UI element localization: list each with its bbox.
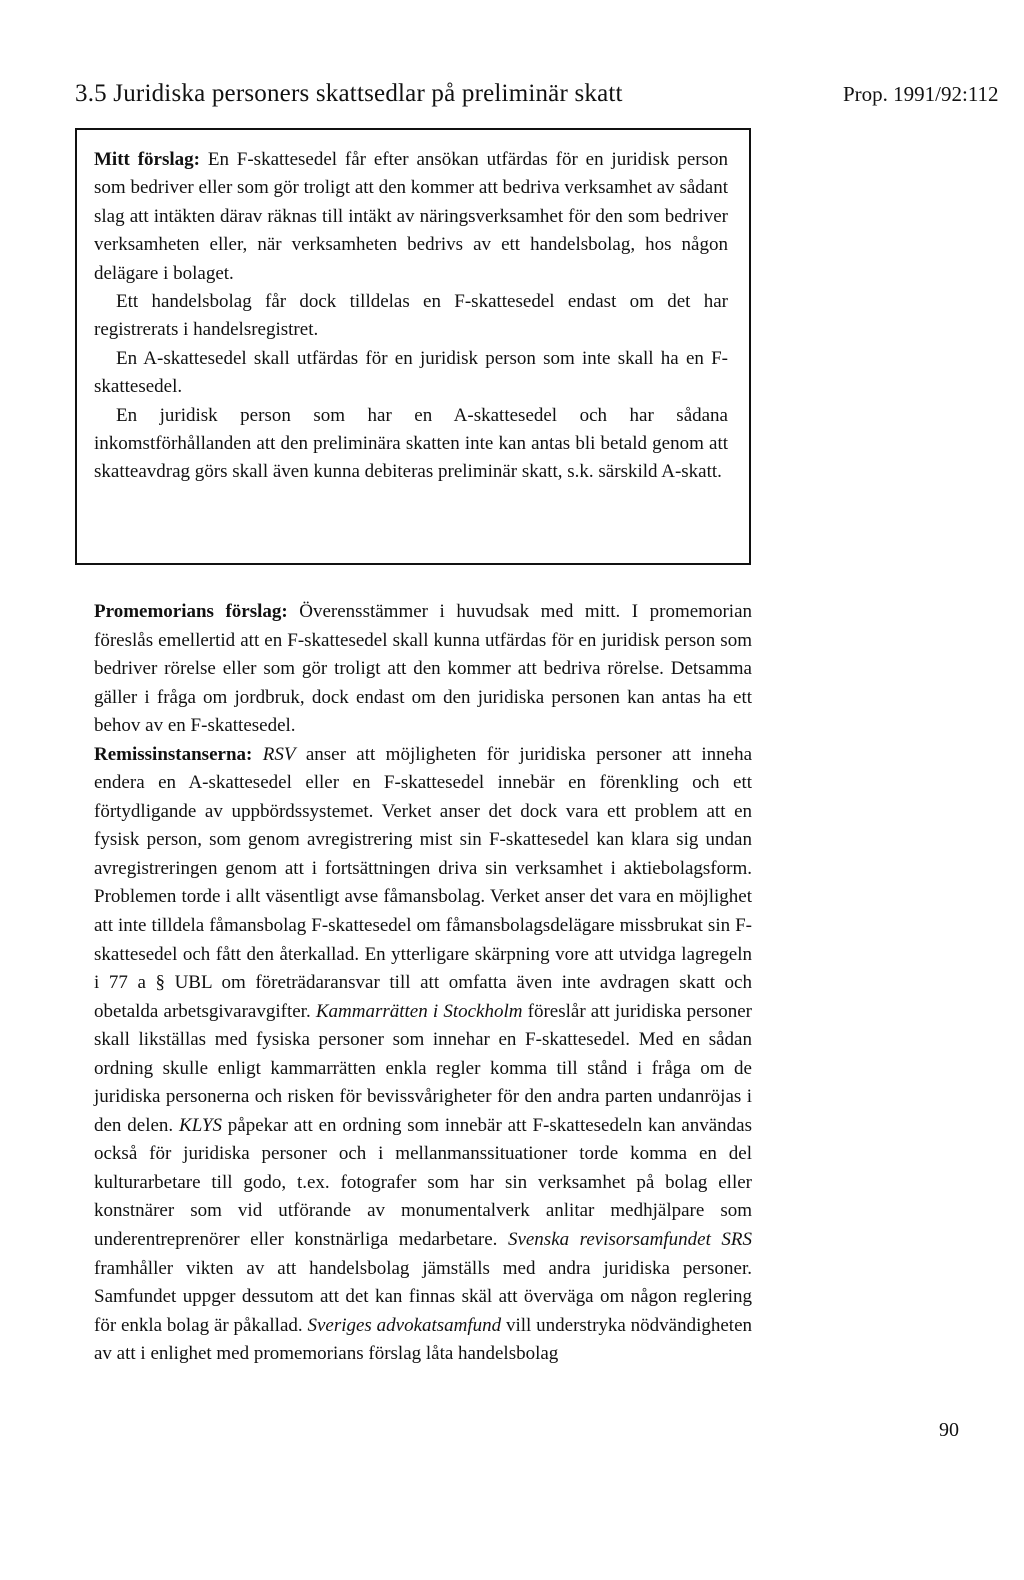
- main-paragraph-2-text-2: föreslår att juridiska personer skall likställas med fysiska personer som innehar en F-skattesedel. Med en sådan ordning skulle enligt kammarrätten enkla regler komma till stånd i fråga om de juridiska personerna och risken för bevissvårigheter för den andra parten undanröjas i den delen.: [94, 1000, 752, 1136]
- section-title: 3.5 Juridiska personers skattsedlar på preliminär skatt: [75, 80, 623, 107]
- main-paragraph-2-text-4: framhåller vikten av att handelsbolag jämställs med andra juridiska personer. Samfundet uppger dessutom att det kan finnas skäl att överväga om någon reglering för enkla bolag är påkallad.: [94, 1257, 752, 1336]
- main-text: [94, 598, 752, 1369]
- remissinstanser-label: Remissinstanserna:: [94, 743, 253, 765]
- promemoria-label: Promemorians förslag:: [94, 601, 288, 622]
- main-paragraph-1: [94, 598, 752, 741]
- proposal-box: [94, 146, 728, 487]
- box-paragraph-1-text: En F-skattesedel får efter ansökan utfärdas för en juridisk person som bedriver eller som gör troligt att den kommer att bedriva verksamhet av sådant slag att intäkten därav räknas till intäkt av näringsverksamhet för den som bedriver verksamheten eller, när verksamheten bedrivs av ett handelsbolag, hos någon delägare i bolaget.: [94, 149, 728, 284]
- space: [252, 744, 262, 765]
- box-paragraph-2: Ett handelsbolag får dock tilldelas en F-skattesedel endast om det har registrerats i handelsregistret.: [94, 291, 728, 341]
- main-paragraph-2: [94, 741, 752, 1369]
- main-paragraph-1-text: Överensstämmer i huvudsak med mitt. I promemorian föreslås emellertid att en F-skattesedel skall kunna utfärdas för en juridisk person som bedriver rörelse eller som gör troligt att den kommer att bedriva rörelse. Detsamma gäller i fråga om jordbruk, dock endast om den juridiska personen kan antas ha ett behov av en F-skattesedel.: [94, 601, 752, 737]
- advokatsamfund-name: Sveriges advokatsamfund: [307, 1314, 502, 1336]
- klys-name: KLYS: [179, 1114, 222, 1136]
- box-paragraph-4: En juridisk person som har en A-skattesedel och har sådana inkomstförhållanden att den preliminära skatten inte kan antas bli betald genom att skatteavdrag görs skall även kunna debiteras preliminär skatt, s.k. särskild A-skatt.: [94, 404, 728, 483]
- box-paragraph-3: En A-skattesedel skall utfärdas för en juridisk person som inte skall ha en F-skattesedel.: [94, 347, 728, 398]
- main-paragraph-2-text-5: vill understryka nödvändigheten av att i enlighet med promemorians förslag låta handelsbolag: [94, 1314, 752, 1365]
- srs-name: Svenska revisorsamfundet SRS: [507, 1229, 752, 1251]
- rsv-name: RSV: [262, 743, 296, 765]
- box-label: Mitt förslag:: [94, 149, 200, 170]
- kammarratten-name: Kammarrätten i Stockholm: [315, 1000, 523, 1022]
- page-number: 90: [939, 1419, 959, 1441]
- proposition-number: Prop. 1991/92:112: [843, 82, 999, 106]
- main-paragraph-2-text-3: påpekar att en ordning som innebär att F-skattesedeln kan användas också för juridiska personer och i mellanmanssituationer torde komma en del kulturarbetare till godo, t.ex. fotografer som har sin verksamhet på bolag eller konstnärer som vid utförande av monumentalverk anlitar medhjälpare som underentreprenörer eller konstnärliga medarbetare.: [94, 1114, 753, 1251]
- main-paragraph-2-text-1: anser att möjligheten för juridiska personer att inneha endera en A-skattesedel eller en F-skattesedel innebär en förenkling och ett förtydligande av uppbördssystemet. Verket anser det dock vara ett problem att en fysisk person, som genom avregistrering mist sin F-skattesedel kan klara sig undan avregistreringen genom att i fortsättningen driva sin verksamhet i aktiebolagsform. Problemen torde i allt väsentligt avse fåmansbolag. Verket anser det vara en möjlighet att inte tilldela fåmansbolag F-skattesedel om fåmansbolagsdelägare missbrukat sin F-skattesedel och fått den återkallad. En ytterligare skärpning vore att utvidga lagregeln i 77 a § UBL om företrädaransvar till att omfatta även inte avdragen skatt och obetalda arbetsgivaravgifter.: [94, 743, 753, 1022]
- page-header: [75, 80, 999, 120]
- box-paragraph-1: [94, 146, 728, 288]
